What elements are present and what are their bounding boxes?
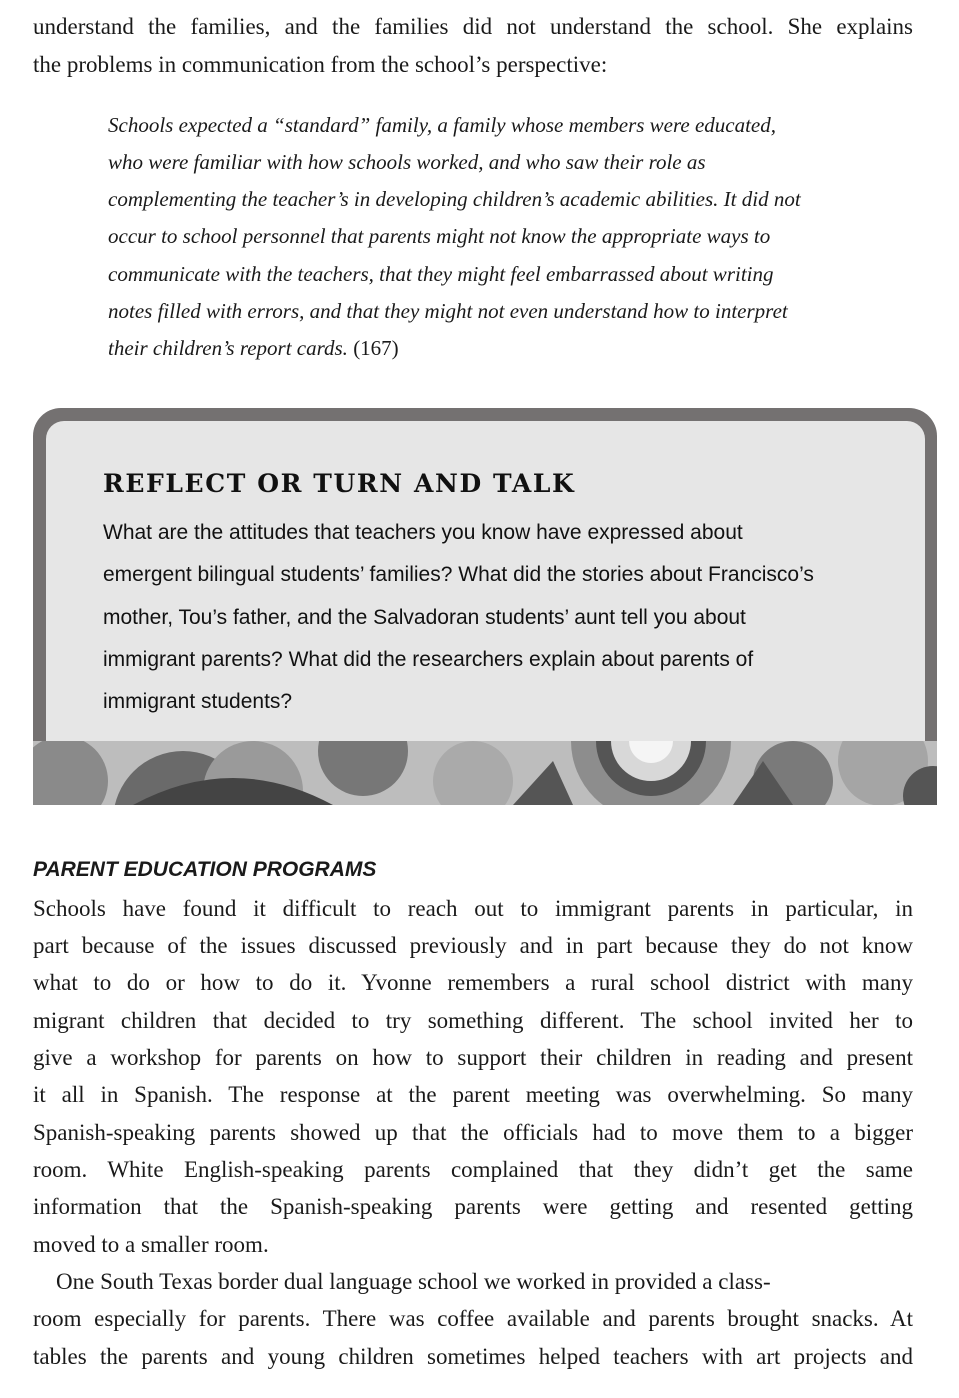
text-line: Schools have found it difficult to reach out to immigrant parents in particular, in (33, 896, 913, 921)
reflect-line: immigrant parents? What did the researchers explain about parents of (103, 648, 754, 671)
quote-line: communicate with the teachers, that they might feel embarrassed about writing (108, 262, 774, 286)
quote-line: Schools expected a “standard” family, a family whose members were educated, (108, 113, 777, 137)
reflect-box (33, 408, 937, 805)
quote-line: occur to school personnel that parents might not know the appropriate ways to (108, 224, 771, 248)
quote-line (108, 336, 399, 361)
text-line: part because of the issues discussed previously and in part because they do not know (33, 933, 913, 958)
text-line: give a workshop for parents on how to support their children in reading and present (33, 1045, 913, 1070)
quote-text: their children’s report cards. (108, 336, 348, 360)
text-line: room especially for parents. There was coffee available and parents brought snacks. At (33, 1306, 913, 1331)
text-line: One South Texas border dual language school we worked in provided a class- (33, 1269, 771, 1294)
reflect-box-panel (46, 421, 925, 761)
reflect-line: mother, Tou’s father, and the Salvadoran students’ aunt tell you about (103, 606, 746, 629)
text-line: Spanish-speaking parents showed up that the officials had to move them to a bigger (33, 1120, 913, 1145)
text-line: what to do or how to do it. Yvonne remembers a rural school district with many (33, 970, 913, 995)
text-line: tables the parents and young children sometimes helped teachers with art projects and (33, 1344, 913, 1369)
text-line: information that the Spanish-speaking parents were getting and resented getting (33, 1194, 913, 1219)
reflect-line: What are the attitudes that teachers you know have expressed about (103, 521, 743, 544)
reflect-line: immigrant students? (103, 690, 293, 713)
reflect-line: emergent bilingual students’ families? What did the stories about Francisco’s (103, 563, 814, 586)
reflect-heading: REFLECT OR TURN AND TALK (103, 469, 576, 498)
text-line: moved to a smaller room. (33, 1232, 269, 1257)
decorative-mandala-band (33, 741, 937, 805)
text-line: migrant children that decided to try something different. The school invited her to (33, 1008, 913, 1033)
quote-line: notes filled with errors, and that they might not even understand how to interpret (108, 299, 788, 323)
quote-line: who were familiar with how schools worked, and who saw their role as (108, 150, 706, 174)
text-line: understand the families, and the families did not understand the school. She explains (33, 14, 913, 39)
quote-line: complementing the teacher’s in developing children’s academic abilities. It did not (108, 187, 801, 211)
text-line: the problems in communication from the school’s perspective: (33, 52, 608, 77)
quote-citation: (167) (347, 336, 399, 360)
text-line: it all in Spanish. The response at the parent meeting was overwhelming. So many (33, 1082, 913, 1107)
text-line: room. White English-speaking parents complained that they didn’t get the same (33, 1157, 913, 1182)
section-heading: PARENT EDUCATION PROGRAMS (33, 858, 377, 881)
